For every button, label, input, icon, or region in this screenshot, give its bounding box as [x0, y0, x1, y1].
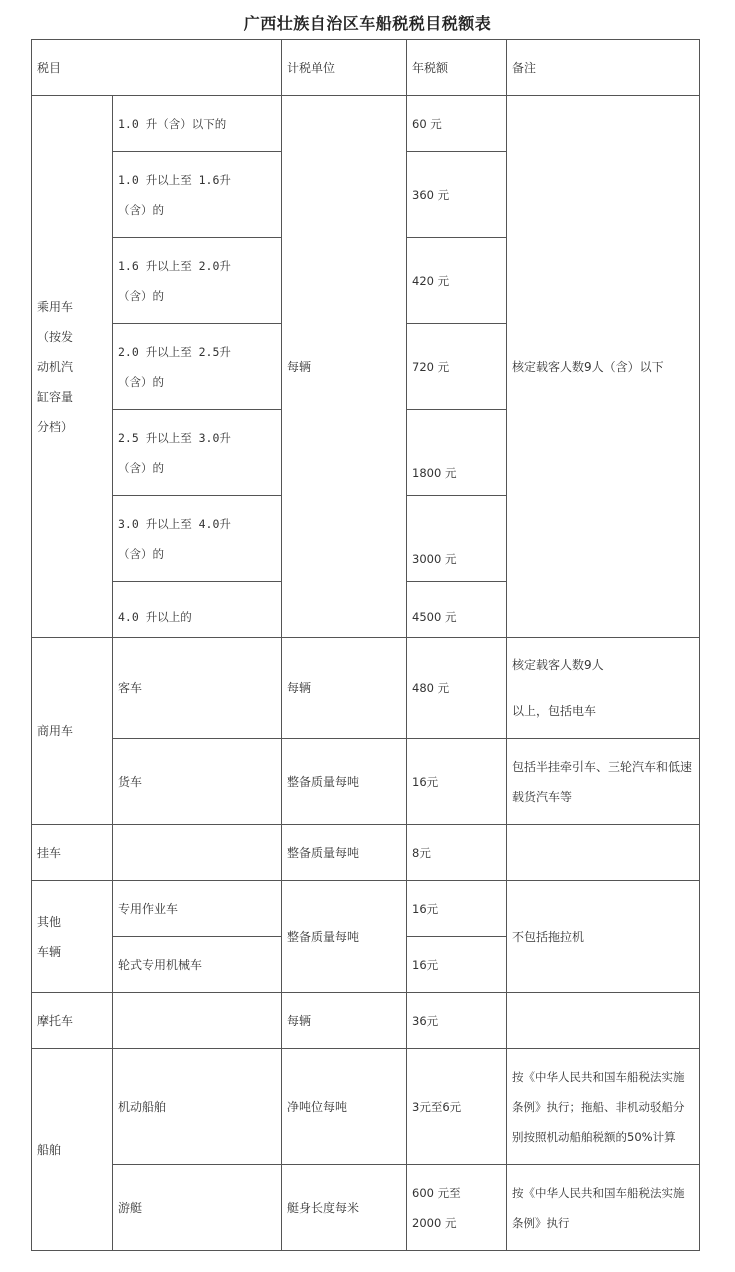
table-row — [32, 739, 700, 825]
subcategory-text: （含）的 — [118, 460, 164, 475]
category-trailer: 挂车 — [32, 825, 113, 881]
subcategory-cell — [113, 582, 282, 638]
note-line: 载货汽车等 — [512, 789, 573, 804]
category-vessel: 船舶 — [32, 1049, 113, 1251]
tax-cell: 16元 — [407, 739, 507, 825]
subcategory-cell: 游艇 — [113, 1165, 282, 1251]
tax-cell: 480 元 — [407, 638, 507, 739]
subcategory-cell — [113, 324, 282, 410]
table-row — [32, 96, 700, 152]
subcategory-text: （含）的 — [118, 546, 164, 561]
note-line: 按《中华人民共和国车船税法实施 — [512, 1069, 685, 1084]
tax-cell: 16元 — [407, 881, 507, 937]
category-line: 其他 — [37, 914, 62, 929]
category-line: 动机汽 — [37, 359, 74, 374]
tax-cell: 36元 — [407, 993, 507, 1049]
category-motorcycle: 摩托车 — [32, 993, 113, 1049]
unit-cell: 整备质量每吨 — [282, 739, 407, 825]
subcategory-cell — [113, 496, 282, 582]
subcategory-text: 2.5 升以上至 3.0升 — [118, 430, 231, 445]
tax-cell: 4500 元 — [407, 582, 507, 638]
tax-line: 600 元至 — [412, 1185, 461, 1200]
header-annual-tax: 年税额 — [407, 40, 507, 96]
tax-cell: 420 元 — [407, 238, 507, 324]
subcategory-text: 2.0 升以上至 2.5升 — [118, 344, 231, 359]
note-line: 核定载客人数9人 — [512, 658, 604, 672]
category-other-vehicle — [32, 881, 113, 993]
note-cell-empty — [507, 825, 700, 881]
unit-other-vehicle: 整备质量每吨 — [282, 881, 407, 993]
unit-cell: 整备质量每吨 — [282, 825, 407, 881]
subcategory-cell: 专用作业车 — [113, 881, 282, 937]
unit-passenger-car: 每辆 — [282, 96, 407, 638]
table-row — [32, 825, 700, 881]
table-row — [32, 993, 700, 1049]
header-note: 备注 — [507, 40, 700, 96]
note-cell — [507, 1165, 700, 1251]
subcategory-text: 1.6 升以上至 2.0升 — [118, 258, 231, 273]
subcategory-cell — [113, 152, 282, 238]
subcategory-text: 1.0 升（含）以下的 — [118, 116, 227, 131]
tax-cell: 8元 — [407, 825, 507, 881]
note-cell — [507, 739, 700, 825]
subcategory-cell — [113, 410, 282, 496]
category-line: 乘用车 — [37, 299, 74, 314]
unit-cell: 每辆 — [282, 638, 407, 739]
tax-cell: 720 元 — [407, 324, 507, 410]
note-line: 包括半挂牵引车、三轮汽车和低速 — [512, 759, 693, 774]
subcategory-text: （含）的 — [118, 374, 164, 389]
header-category: 税目 — [32, 40, 282, 96]
note-cell — [507, 1049, 700, 1165]
unit-cell: 艇身长度每米 — [282, 1165, 407, 1251]
tax-cell: 3000 元 — [407, 496, 507, 582]
category-passenger-car — [32, 96, 113, 638]
unit-cell: 每辆 — [282, 993, 407, 1049]
tax-line: 2000 元 — [412, 1215, 457, 1230]
tax-table — [31, 39, 700, 1251]
note-line: 条例》执行；拖船、非机动驳船分 — [512, 1099, 685, 1114]
category-commercial-vehicle: 商用车 — [32, 638, 113, 825]
table-row — [32, 1049, 700, 1165]
table-header-row — [32, 40, 700, 96]
subcategory-cell — [113, 96, 282, 152]
tax-cell — [407, 1165, 507, 1251]
category-line: 分档） — [37, 419, 74, 434]
unit-cell: 净吨位每吨 — [282, 1049, 407, 1165]
subcategory-cell-empty — [113, 825, 282, 881]
note-cell — [507, 638, 700, 739]
note-cell-empty — [507, 993, 700, 1049]
category-line: 缸容量 — [37, 389, 74, 404]
note-line: 条例》执行 — [512, 1215, 570, 1230]
tax-cell: 60 元 — [407, 96, 507, 152]
subcategory-cell: 客车 — [113, 638, 282, 739]
note-other-vehicle: 不包括拖拉机 — [507, 881, 700, 993]
subcategory-cell — [113, 238, 282, 324]
tax-cell: 16元 — [407, 937, 507, 993]
header-unit: 计税单位 — [282, 40, 407, 96]
tax-cell: 3元至6元 — [407, 1049, 507, 1165]
subcategory-cell: 货车 — [113, 739, 282, 825]
note-line: 按《中华人民共和国车船税法实施 — [512, 1185, 685, 1200]
subcategory-text: （含）的 — [118, 202, 164, 217]
subcategory-text: 3.0 升以上至 4.0升 — [118, 516, 231, 531]
tax-cell: 1800 元 — [407, 410, 507, 496]
tax-cell: 360 元 — [407, 152, 507, 238]
table-row — [32, 638, 700, 739]
note-passenger-car: 核定载客人数9人（含）以下 — [507, 96, 700, 638]
subcategory-text: 1.0 升以上至 1.6升 — [118, 172, 231, 187]
subcategory-text: （含）的 — [118, 288, 164, 303]
subcategory-cell-empty — [113, 993, 282, 1049]
subcategory-cell: 轮式专用机械车 — [113, 937, 282, 993]
category-line: 车辆 — [37, 944, 62, 959]
table-row — [32, 1165, 700, 1251]
note-line: 别按照机动船舶税额的50%计算 — [512, 1129, 676, 1144]
category-line: （按发 — [37, 329, 74, 344]
subcategory-cell: 机动船舶 — [113, 1049, 282, 1165]
note-line: 以上，包括电车 — [512, 704, 597, 718]
subcategory-text: 4.0 升以上的 — [118, 609, 192, 624]
table-row — [32, 881, 700, 937]
page-title: 广西壮族自治区车船税税目税额表 — [243, 14, 492, 33]
